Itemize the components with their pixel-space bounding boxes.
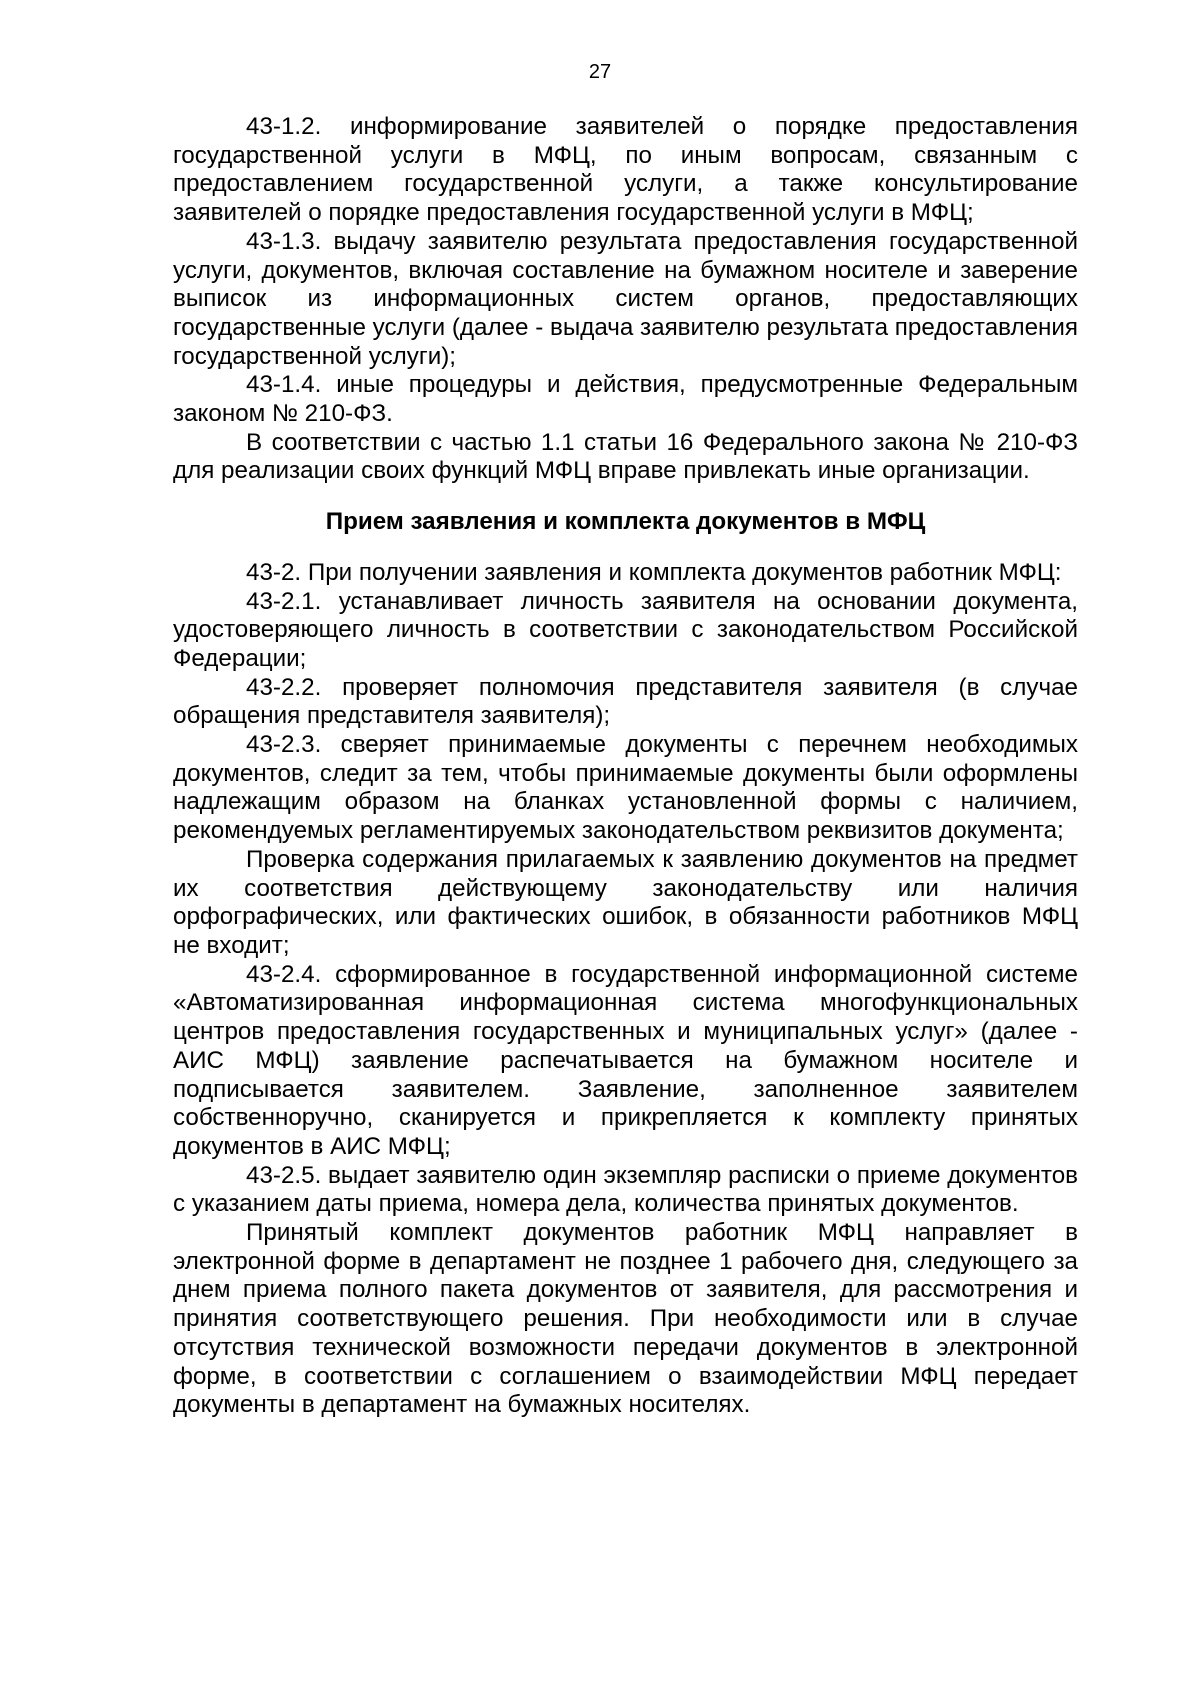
- paragraph-other-organizations: В соответствии с частью 1.1 статьи 16 Федерального закона № 210-ФЗ для реализации своих функций МФЦ вправе привлекать иные организации.: [173, 428, 1078, 485]
- paragraph-43-2-5: 43-2.5. выдает заявителю один экземпляр расписки о приеме документов с указанием даты приема, номера дела, количества принятых документов.: [173, 1161, 1078, 1218]
- paragraph-content-check: Проверка содержания прилагаемых к заявлению документов на предмет их соответствия действующему законодательству или наличия орфографических, или фактических ошибок, в обязанности работников МФЦ не входит;: [173, 845, 1078, 959]
- paragraph-documents-transfer: Принятый комплект документов работник МФЦ направляет в электронной форме в департамент не позднее 1 рабочего дня, следующего за днем приема полного пакета документов от заявителя, для рассмотрения и принятия соответствующего решения. При необходимости или в случае отсутствия технической возможности передачи документов в электронной форме, в соответствии с соглашением о взаимодействии МФЦ передает документы в департамент на бумажных носителях.: [173, 1219, 1078, 1419]
- paragraph-43-2-2: 43-2.2. проверяет полномочия представителя заявителя (в случае обращения представителя заявителя);: [173, 673, 1078, 730]
- paragraph-43-2-4: 43-2.4. сформированное в государственной информационной системе «Автоматизированная информационная система многофункциональных центров предоставления государственных и муниципальных услуг» (далее - АИС МФЦ) заявление распечатывается на бумажном носителе и подписывается заявителем. Заявление, заполненное заявителем собственноручно, сканируется и прикрепляется к комплекту принятых документов в АИС МФЦ;: [173, 960, 1078, 1160]
- paragraph-43-1-2: 43-1.2. информирование заявителей о порядке предоставления государственной услуги в МФЦ, по иным вопросам, связанным с предоставлением государственной услуги, а также консультирование заявителей о порядке предоставления государственной услуги в МФЦ;: [173, 113, 1078, 227]
- paragraph-43-2-3: 43-2.3. сверяет принимаемые документы с перечнем необходимых документов, следит за тем, чтобы принимаемые документы были оформлены надлежащим образом на бланках установленной формы с наличием, рекомендуемых регламентируемых законодательством реквизитов документа;: [173, 731, 1078, 845]
- paragraph-43-2-1: 43-2.1. устанавливает личность заявителя на основании документа, удостоверяющего личность в соответствии с законодательством Российской Федерации;: [173, 587, 1078, 672]
- section-heading: Прием заявления и комплекта документов в МФЦ: [325, 508, 926, 536]
- page-number: 27: [588, 61, 612, 83]
- paragraph-43-1-3: 43-1.3. выдачу заявителю результата предоставления государственной услуги, документов, включая составление на бумажном носителе и заверение выписок из информационных систем органов, предоставляющих государственные услуги (далее - выдача заявителю результата предоставления государственной услуги);: [173, 227, 1078, 370]
- document-body: [173, 113, 1078, 1420]
- paragraph-43-2: 43-2. При получении заявления и комплекта документов работник МФЦ:: [246, 558, 1062, 586]
- paragraph-43-1-4: 43-1.4. иные процедуры и действия, предусмотренные Федеральным законом № 210-ФЗ.: [173, 371, 1078, 428]
